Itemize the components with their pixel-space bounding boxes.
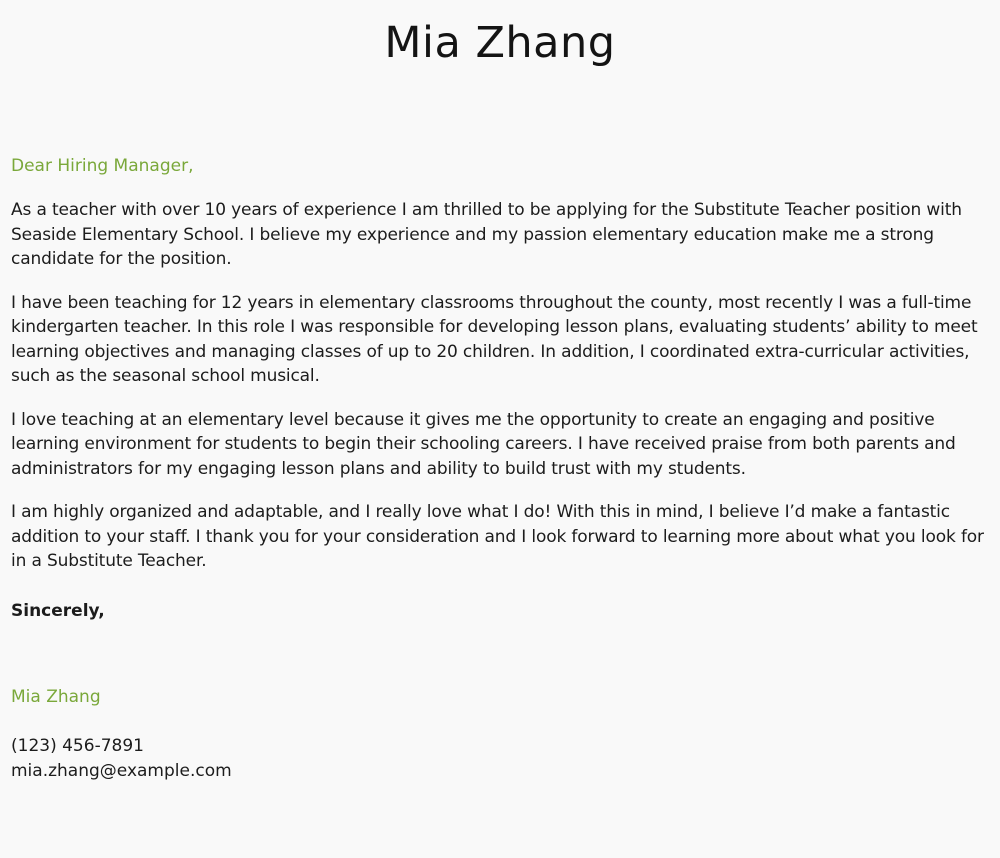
signature-name: Mia Zhang: [11, 687, 101, 707]
email-address: mia.zhang@example.com: [11, 761, 232, 781]
salutation: Dear Hiring Manager,: [11, 156, 194, 176]
body-paragraph-3: I love teaching at an elementary level because it gives me the opportunity to create an engaging and positive learning environment for students to begin their schooling careers. I have received praise from both parents and administrators for my engaging lesson plans and ability to build trust with my students.: [11, 409, 956, 479]
body-paragraph-1: As a teacher with over 10 years of experience I am thrilled to be applying for the Substitute Teacher position with Seaside Elementary School. I believe my experience and my passion elementary education make me a strong candidate for the position.: [11, 200, 962, 269]
phone-number: (123) 456-7891: [11, 736, 144, 756]
applicant-name-heading: Mia Zhang: [384, 18, 616, 68]
letter-body: [11, 198, 990, 593]
contact-info: [11, 734, 232, 784]
closing-line: Sincerely,: [11, 601, 105, 621]
body-paragraph-2: I have been teaching for 12 years in elementary classrooms throughout the county, most recently I was a full-time kindergarten teacher. In this role I was responsible for developing lesson plans, evaluating students’ ability to meet learning objectives and managing classes of up to 20 children. In addition, I coordinated extra-curricular activities, such as the seasonal school musical.: [11, 292, 978, 386]
body-paragraph-4: I am highly organized and adaptable, and I really love what I do! With this in mind, I believe I’d make a fantastic addition to your staff. I thank you for your consideration and I look forward to learning more about what you look for in a Substitute Teacher.: [11, 502, 984, 571]
